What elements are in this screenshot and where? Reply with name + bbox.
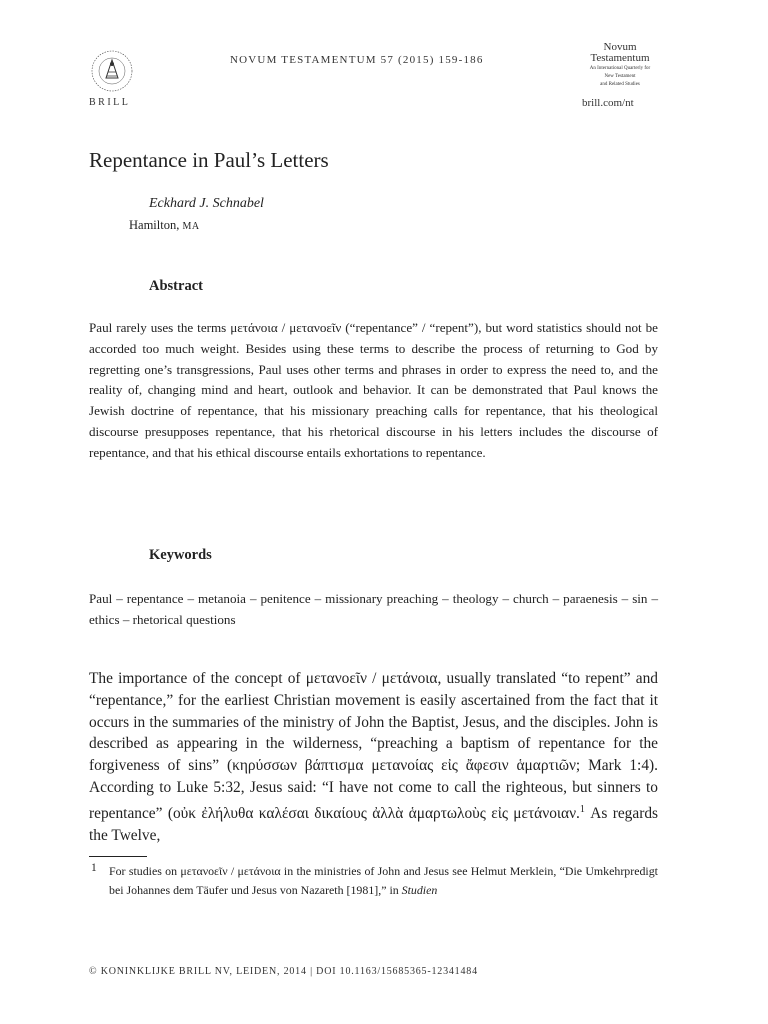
keywords-heading: Keywords (149, 547, 212, 563)
footnote-body: For studies on μετανοεῖν / μετάνοια in the ministries of John and Jesus see Helmut Merklein, “Die Umkehrpredigt bei Johannes dem Täufer und Jesus von Nazareth [1981],” in (109, 864, 658, 897)
journal-subtitle-line3: and Related Studies (600, 82, 640, 87)
abstract-heading: Abstract (149, 278, 203, 294)
body-paragraph (89, 668, 658, 847)
running-head: NOVUM TESTAMENTUM 57 (2015) 159-186 (230, 54, 484, 66)
copyright-line: © KONINKLIJKE BRILL NV, LEIDEN, 2014 | DOI 10.1163/15685365-12341484 (89, 966, 478, 977)
journal-subtitle-line1: An International Quarterly for (589, 66, 651, 71)
journal-subtitle-line2: New Testament (604, 74, 636, 79)
body-paragraph-text: The importance of the concept of μετανοεῖν / μετάνοια, usually translated “to repent” and “repentance,” for the earliest Christian movement is easily ascertained from the fact that it occurs in the summaries of the ministry of John the Baptist, Jesus, and the disciples. John is described as appearing in the wilderness, “preaching a baptism of repentance for the forgiveness of sins” (κηρύσσων βάπτισμα μετανοίας εἰς ἄφεσιν ἁμαρτιῶν; Mark 1:4). According to Luke 5:32, Jesus said: “I have not come to call the righteous, but sinners to repentance” (οὐκ ἐλήλυθα καλέσαι δικαίους ἀλλὰ ἁμαρτωλοὺς εἰς μετάνοιαν. (89, 670, 658, 822)
author-name: Eckhard J. Schnabel (149, 196, 264, 211)
footnote-divider (89, 856, 147, 857)
article-title: Repentance in Paul’s Letters (89, 148, 329, 172)
keywords-text: Paul – repentance – metanoia – penitence – missionary preaching – theology – church – paraenesis – sin – ethics – rhetorical questions (89, 591, 658, 627)
author-affiliation (129, 218, 200, 233)
footnote-text (109, 862, 658, 900)
journal-masthead (570, 42, 670, 88)
footnote-reference[interactable]: 1 (579, 803, 585, 815)
footnote-italic-end: Studien (401, 883, 438, 897)
body-paragraph-end: As regards the Twelve, (89, 804, 659, 844)
brill-seal-logo (84, 48, 140, 94)
footnote-number: 1 (91, 862, 97, 874)
publisher-name: BRILL (89, 97, 131, 108)
journal-name-line2: Testamentum (590, 52, 650, 64)
journal-site-link[interactable]: brill.com/nt (582, 97, 634, 109)
affiliation-city: Hamilton, (129, 218, 183, 232)
affiliation-state: MA (182, 221, 200, 232)
abstract-text: Paul rarely uses the terms μετάνοια / μετανοεῖν (“repentance” / “repent”), but word statistics should not be accorded too much weight. Besides using these terms to describe the process of returning to God by regretting one’s transgressions, Paul uses other terms and phrases in order to express the need to, and the reality of, changing mind and heart, outlook and behavior. It can be demonstrated that Paul knows the Jewish doctrine of repentance, that his missionary preaching calls for repentance, that his theological discourse presupposes repentance, that his rhetorical discourse in his letters includes the discourse of repentance, and that his ethical discourse entails exhortations to repentance. (89, 320, 658, 460)
journal-name-line1: Novum (603, 41, 637, 53)
